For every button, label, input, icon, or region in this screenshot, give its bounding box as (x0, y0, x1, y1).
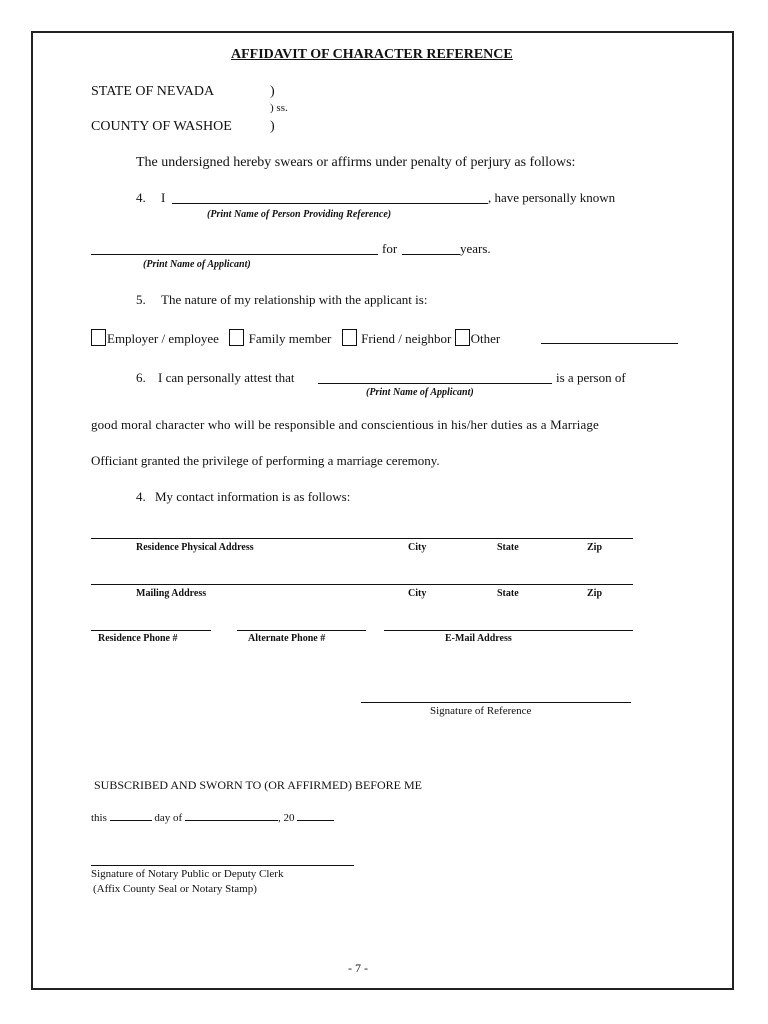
item-ref-prefix: I (161, 190, 166, 205)
years-label: years. (460, 241, 491, 256)
page-number: - 7 - (348, 961, 368, 975)
this-label: this (91, 812, 107, 824)
item-contact-number: 4. (136, 489, 146, 504)
applicant-name-field[interactable] (91, 254, 378, 255)
item-attest-prefix: I can personally attest that (158, 370, 295, 385)
attest-applicant-field[interactable] (318, 383, 552, 384)
seal-note: (Affix County Seal or Notary Stamp) (93, 883, 257, 895)
reference-name-caption: (Print Name of Person Providing Reference) (207, 209, 392, 220)
intro-text: The undersigned hereby swears or affirms under penalty of perjury as follows: (136, 155, 576, 170)
years-field[interactable] (402, 254, 460, 255)
item-contact-text: My contact information is as follows: (155, 489, 351, 504)
item-relationship-number: 5. (136, 292, 146, 307)
document-title: AFFIDAVIT OF CHARACTER REFERENCE (231, 47, 513, 62)
residence-city-label: City (408, 542, 427, 553)
applicant-name-caption: (Print Name of Applicant) (143, 259, 251, 270)
item-ref-number: 4. (136, 190, 146, 205)
friend-label: Friend / neighbor (361, 331, 452, 346)
other-field[interactable] (541, 343, 678, 344)
other-label: Other (470, 331, 501, 346)
checkbox-row (91, 329, 500, 347)
mailing-state-label: State (497, 588, 519, 599)
email-field[interactable] (384, 630, 633, 631)
mailing-address-label: Mailing Address (136, 588, 207, 599)
residence-state-label: State (497, 542, 519, 553)
family-label: Family member (248, 331, 332, 346)
paragraph-line-1: good moral character who will be responsible and conscientious in his/her duties as a Marriage (91, 417, 599, 432)
mailing-address-field[interactable] (91, 584, 633, 585)
year-prefix: , 20 (277, 812, 295, 824)
page-border (31, 31, 734, 990)
residence-address-field[interactable] (91, 538, 633, 539)
other-checkbox[interactable] (455, 329, 470, 346)
for-label: for (382, 241, 398, 256)
notary-date-line (91, 808, 334, 824)
paragraph-line-2: Officiant granted the privilege of performing a marriage ceremony. (91, 453, 440, 468)
alternate-phone-field[interactable] (237, 630, 366, 631)
residence-phone-field[interactable] (91, 630, 211, 631)
mailing-city-label: City (408, 588, 427, 599)
notary-signature-field[interactable] (91, 865, 354, 866)
friend-checkbox[interactable] (342, 329, 357, 346)
venue-paren-top: ) (270, 84, 275, 99)
sworn-statement: SUBSCRIBED AND SWORN TO (OR AFFIRMED) BEFORE ME (94, 778, 422, 792)
item-relationship-text: The nature of my relationship with the applicant is: (161, 292, 428, 307)
day-field[interactable] (110, 808, 152, 821)
item-ref-suffix: , have personally known (488, 190, 616, 205)
year-field[interactable] (297, 808, 334, 821)
reference-signature-field[interactable] (361, 702, 631, 703)
residence-zip-label: Zip (587, 542, 603, 553)
venue-state: STATE OF NEVADA (91, 84, 215, 99)
alternate-phone-label: Alternate Phone # (248, 633, 326, 644)
reference-signature-label: Signature of Reference (430, 705, 532, 717)
employer-checkbox[interactable] (91, 329, 106, 346)
month-field[interactable] (185, 808, 278, 821)
venue-ss: ) ss. (270, 102, 288, 114)
venue-county: COUNTY OF WASHOE (91, 119, 232, 134)
notary-signature-label: Signature of Notary Public or Deputy Clerk (91, 868, 284, 880)
residence-phone-label: Residence Phone # (98, 633, 178, 644)
day-of-label: day of (154, 812, 183, 824)
item-attest-suffix: is a person of (556, 370, 626, 385)
mailing-zip-label: Zip (587, 588, 603, 599)
email-label: E-Mail Address (445, 633, 512, 644)
residence-address-label: Residence Physical Address (136, 542, 254, 553)
attest-applicant-caption: (Print Name of Applicant) (366, 387, 474, 398)
item-attest-number: 6. (136, 370, 146, 385)
employer-label: Employer / employee (107, 331, 219, 346)
family-checkbox[interactable] (229, 329, 244, 346)
venue-paren-bottom: ) (270, 119, 275, 134)
reference-name-field[interactable] (172, 203, 488, 204)
